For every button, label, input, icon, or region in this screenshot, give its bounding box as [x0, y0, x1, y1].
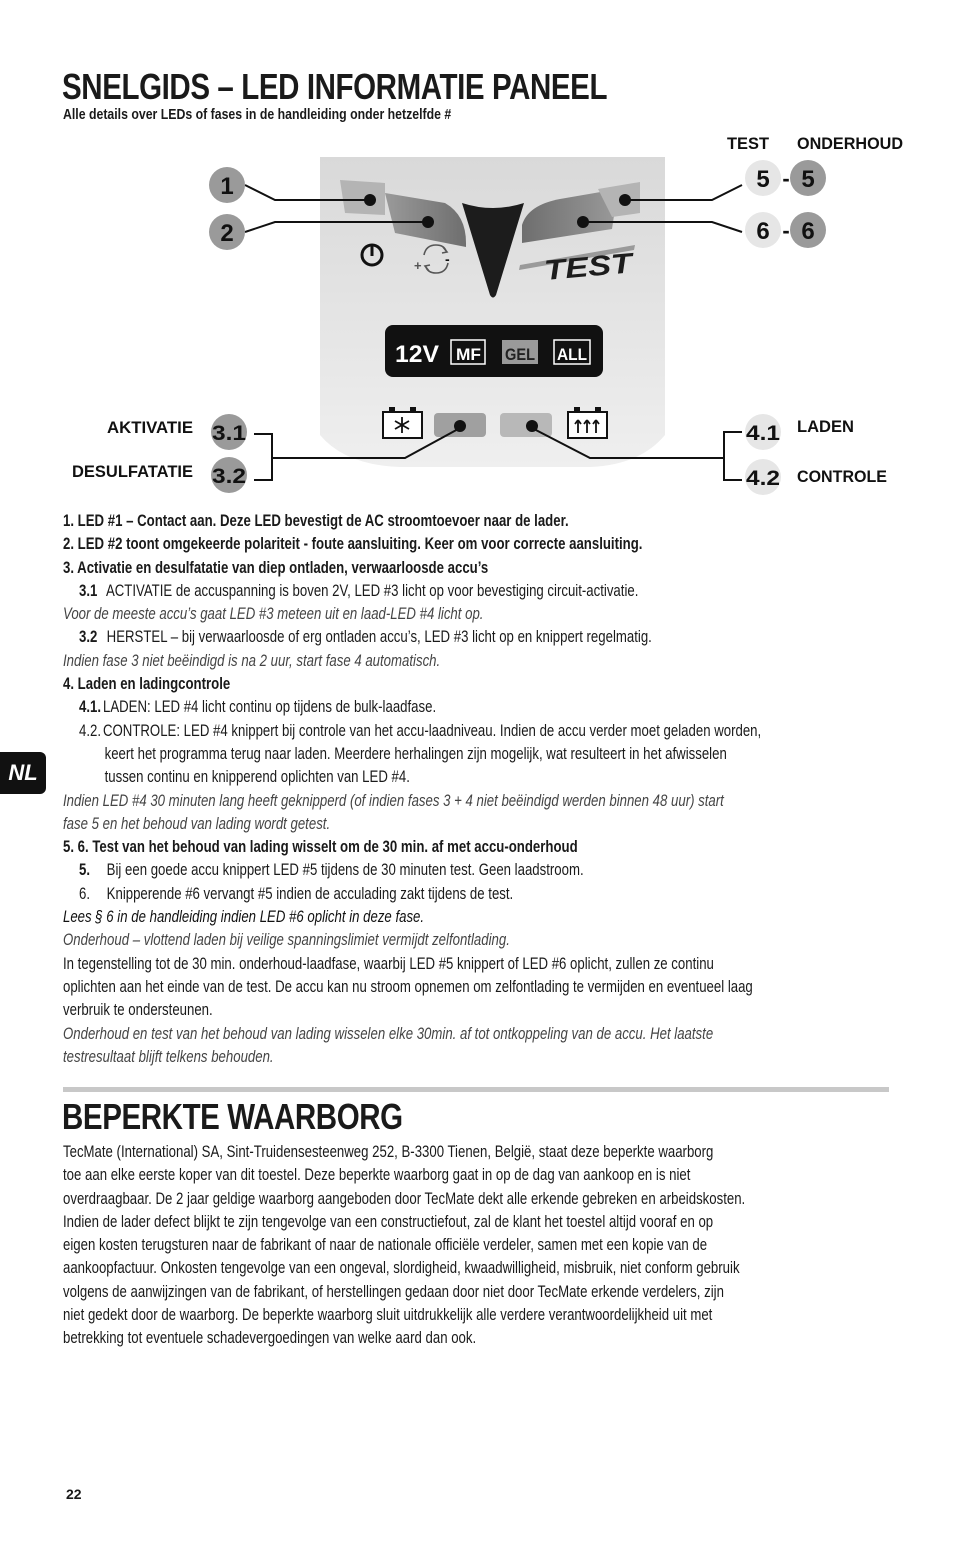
section-4-1: 4.1. LADEN: LED #4 licht continu op tijdens de bulk-laadfase. [79, 698, 437, 717]
snowflake-battery-icon [383, 407, 422, 438]
section-2: 2. LED #2 toont omgekeerde polariteit - foute aansluiting. Keer om voor correcte aansluiting. [63, 535, 643, 554]
warranty-line: aankoopfactuur. Onkosten tengevolge van een ongeval, slordigheid, kwaadwilligheid, misbruik, niet conform gebruik [63, 1259, 740, 1278]
paragraph-line-2: oplichten aan het einde van de test. De accu kan nu stroom opnemen om zelfontlading te vermijden en eventueel laag [63, 977, 753, 996]
warranty-line: toe aan elke eerste koper van dit toestel. Deze beperkte waarborg gaat in op de dag van aankoop en is niet [63, 1166, 691, 1185]
led-instructions [63, 510, 893, 1069]
label-laden: LADEN [797, 417, 854, 436]
badge-6-test: 6 [756, 218, 770, 245]
final-note-1: Onderhoud en test van het behoud van lading wisselen elke 30min. af tot ontkoppeling van de accu. Het laatste [63, 1024, 714, 1043]
section-5: 5. Bij een goede accu knippert LED #5 tijdens de 30 minuten test. Geen laadstroom. [79, 861, 584, 880]
section-4-2-line2: keert het programma terug naar laden. Meerdere herhalingen zijn mogelijk, wat resulteert in het afwisselen [104, 744, 727, 763]
warranty-line: TecMate (International) SA, Sint-Truidensesteenweg 252, B-3300 Tienen, België, staat deze beperkte waarborg [63, 1143, 714, 1161]
warranty-line: betrekking tot eventuele schadevergoedingen van welke aard dan ook. [63, 1329, 477, 1348]
badge-4-1: 4.1 [746, 422, 781, 445]
onderhoud-note: Onderhoud – vlottend laden bij veilige spanningslimiet vermijdt zelfontlading. [63, 931, 510, 950]
svg-text:+: + [414, 258, 422, 273]
type-mf: MF [456, 345, 481, 364]
dash-5: - [782, 166, 790, 191]
page-number: 22 [66, 1486, 82, 1502]
label-desulfatatie: DESULFATATIE [72, 462, 193, 481]
section-4-note-2: fase 5 en het behoud van lading wordt getest. [63, 814, 331, 833]
section-3-2: 3.2 HERSTEL – bij verwaarloosde of erg ontladen accu’s, LED #3 licht op en knippert regelmatig. [79, 628, 652, 647]
warranty-line: eigen kosten terugsturen naar de fabrikant of naar de nationale officiële verdeler, samen met een kopie van de [63, 1236, 708, 1255]
badge-1: 1 [220, 173, 234, 200]
page-title: SNELGIDS – LED INFORMATIE PANEEL [62, 66, 608, 107]
section-6-note: Lees § 6 in de handleiding indien LED #6 oplicht in deze fase. [63, 908, 425, 927]
badge-2: 2 [220, 220, 234, 247]
badge-3-2: 3.2 [212, 465, 246, 488]
paragraph-line-3: verbruik te ondersteunen. [63, 1001, 213, 1020]
warranty-line: Indien de lader defect blijkt te zijn tengevolge van een constructiefout, zal de klant het toestel altijd vooraf en op [63, 1212, 714, 1231]
svg-text:-: - [445, 251, 450, 267]
section-6: 6. Knipperende #6 vervangt #5 indien de acculading zakt tijdens de test. [79, 884, 514, 903]
final-note-2: testresultaat blijft telkens behouden. [63, 1047, 274, 1066]
label-aktivatie: AKTIVATIE [107, 418, 193, 437]
badge-3-1: 3.1 [212, 422, 247, 445]
warranty-line: overdraagbaar. De 2 jaar geldige waarborg aangeboden door TecMate dekt alle erkende gebreken en arbeidskosten. [63, 1189, 746, 1208]
dash-6: - [782, 218, 790, 243]
warranty-text [63, 1141, 893, 1351]
section-3-1-note: Voor de meeste accu’s gaat LED #3 meteen uit en laad-LED #4 licht op. [63, 605, 484, 624]
section-3-1: 3.1 ACTIVATIE de accuspanning is boven 2V, LED #3 licht op voor bevestiging circuit-activatie. [79, 581, 639, 600]
warranty-line: niet gedekt door de waarborg. De beperkte waarborg sluit uitdrukkelijk alle verdere verantwoordelijkheid uit met [63, 1306, 713, 1325]
label-onderhoud: ONDERHOUD [797, 134, 903, 153]
badge-6-onderhoud: 6 [801, 218, 815, 245]
paragraph-line-1: In tegenstelling tot de 30 min. onderhoud-laadfase, waarbij LED #5 knippert of LED #6 oplicht, zullen ze continu [63, 954, 714, 973]
voltage-label: 12V [395, 341, 439, 368]
badge-5-test: 5 [756, 166, 770, 193]
section-1: 1. LED #1 – Contact aan. Deze LED bevestigt de AC stroomtoevoer naar de lader. [63, 512, 569, 530]
section-4-2: 4.2. CONTROLE: LED #4 knippert bij controle van het accu-laadniveau. Indien de accu verder moet geladen worden, [79, 721, 762, 740]
section-4: 4. Laden en ladingcontrole [63, 675, 231, 694]
type-all: ALL [557, 345, 587, 364]
type-gel: GEL [505, 345, 535, 364]
page-subtitle: Alle details over LEDs of fases in de handleiding onder hetzelfde # [63, 106, 452, 123]
label-controle: CONTROLE [797, 467, 887, 486]
badge-4-2: 4.2 [746, 467, 780, 490]
section-3: 3. Activatie en desulfatatie van diep ontladen, verwaarloosde accu’s [63, 558, 489, 577]
warranty-title: BEPERKTE WAARBORG [62, 1096, 403, 1137]
charge-battery-icon [568, 407, 607, 438]
section-3-2-note: Indien fase 3 niet beëindigd is na 2 uur, start fase 4 automatisch. [63, 651, 441, 670]
test-logo: TEST [542, 248, 617, 286]
warranty-line: volgens de aanwijzingen van de fabrikant, of herstellingen gedaan door niet door TecMate erkende verdelers, zijn [63, 1282, 724, 1301]
led-1-window [340, 180, 385, 215]
language-tab: NL [0, 752, 46, 794]
section-5-6: 5. 6. Test van het behoud van lading wisselt om de 30 min. af met accu-onderhoud [63, 838, 578, 857]
section-4-note-1: Indien LED #4 30 minuten lang heeft geknipperd (of indien fases 3 + 4 niet beëindigd werden binnen 48 uur) start [63, 791, 724, 810]
led-panel-diagram [0, 125, 954, 505]
section-4-2-line3: tussen continu en knipperend oplichten van LED #4. [104, 768, 410, 787]
section-divider [63, 1087, 889, 1092]
badge-5-onderhoud: 5 [801, 166, 815, 193]
label-test: TEST [727, 134, 770, 153]
